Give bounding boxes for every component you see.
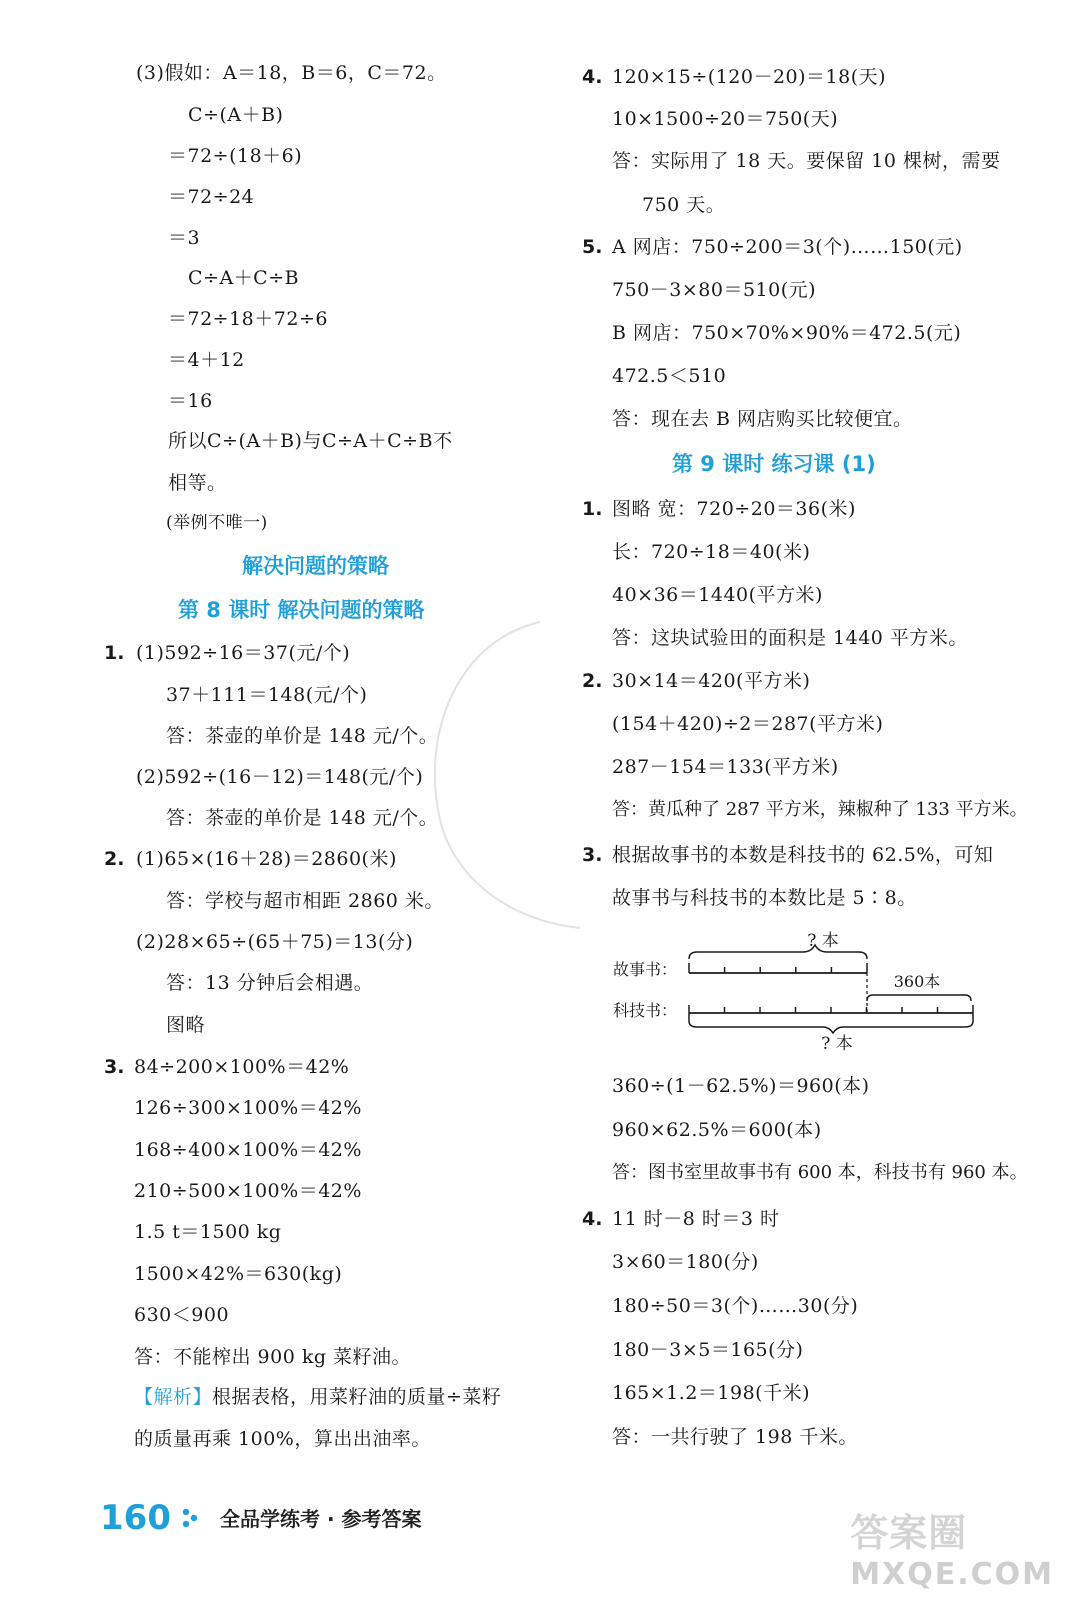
- calc-line: ＝16: [168, 390, 213, 412]
- analysis-line: 的质量再乘 100%，算出出油率。: [134, 1428, 431, 1450]
- answer-line: 287－154＝133(平方米): [612, 756, 839, 778]
- faint-arc-decoration: [420, 610, 620, 940]
- answer-line: 根据故事书的本数是科技书的 62.5%，可知: [612, 844, 994, 866]
- answer-line: 165×1.2＝198(千米): [612, 1382, 810, 1404]
- story-label: 故事书：: [613, 960, 678, 979]
- section-title: 解决问题的策略: [242, 554, 389, 578]
- answer-line: 1500×42%＝630(kg): [134, 1263, 343, 1285]
- calc-line: ＝3: [168, 227, 201, 249]
- answer-line: 180－3×5＝165(分): [612, 1339, 804, 1361]
- page-number: 160: [100, 1498, 171, 1538]
- answer-line: 120×15÷(120－20)＝18(天): [612, 66, 887, 88]
- answer-line: 30×14＝420(平方米): [612, 670, 811, 692]
- calc-line: ＝72÷(18＋6): [168, 145, 303, 167]
- answer-line: 答：13 分钟后会相遇。: [166, 972, 374, 994]
- science-bottom-brace: [689, 1021, 973, 1033]
- answer-line: 180÷50＝3(个)……30(分): [612, 1295, 859, 1317]
- calc-line: C÷A＋C÷B: [188, 267, 300, 289]
- question-number: 1.: [104, 642, 125, 664]
- calc-line: ＝4＋12: [168, 349, 245, 371]
- question-number: 2.: [582, 670, 603, 692]
- answer-line: (2)592÷(16－12)＝148(元/个): [136, 766, 424, 788]
- question-number: 1.: [582, 498, 603, 520]
- question-number: 4.: [582, 1208, 603, 1230]
- calc-line: ＝72÷24: [168, 186, 255, 208]
- science-total-label: ? 本: [821, 1034, 853, 1054]
- calc-line: ＝72÷18＋72÷6: [168, 308, 328, 330]
- answer-line: 答：茶壶的单价是 148 元/个。: [166, 807, 439, 829]
- answer-line: 故事书与科技书的本数比是 5∶8。: [612, 887, 917, 909]
- question-number: 3.: [582, 844, 603, 866]
- segment-diagram: [605, 925, 1035, 1055]
- answer-line: 630＜900: [134, 1304, 230, 1326]
- answer-line: 答：茶壶的单价是 148 元/个。: [166, 725, 439, 747]
- answer-line: 210÷500×100%＝42%: [134, 1180, 362, 1202]
- answer-line: 168÷400×100%＝42%: [134, 1139, 362, 1161]
- answer-line: (2)28×65÷(65＋75)＝13(分): [136, 931, 414, 953]
- calc-line: C÷(A＋B): [188, 104, 284, 126]
- answer-line: 3×60＝180(分): [612, 1251, 759, 1273]
- answer-line: 答：学校与超市相距 2860 米。: [166, 890, 444, 912]
- answer-line: 答：图书室里故事书有 600 本，科技书有 960 本。: [612, 1162, 1028, 1183]
- footer-brand: 全品学练考 · 参考答案: [220, 1507, 422, 1531]
- question-number: 5.: [582, 236, 603, 258]
- question-number: 4.: [582, 66, 603, 88]
- answer-line: 472.5＜510: [612, 365, 727, 387]
- conclusion-line: 所以C÷(A＋B)与C÷A＋C÷B不: [168, 430, 453, 452]
- answer-line: (1)592÷16＝37(元/个): [136, 642, 351, 664]
- answer-line: 960×62.5%＝600(本): [612, 1119, 822, 1141]
- answer-line: B 网店：750×70%×90%＝472.5(元): [612, 322, 962, 344]
- lesson-9-title: 第 9 课时 练习课 (1): [672, 452, 876, 476]
- conclusion-line: 相等。: [168, 472, 227, 494]
- answer-line: 11 时－8 时＝3 时: [612, 1208, 780, 1230]
- answer-line: 长：720÷18＝40(米): [612, 541, 811, 563]
- answer-line: 图略 宽：720÷20＝36(米): [612, 498, 856, 520]
- analysis-text: 根据表格，用菜籽油的质量÷菜籽: [212, 1386, 502, 1408]
- footer-dots-icon: [180, 1506, 202, 1530]
- science-label: 科技书：: [613, 1001, 678, 1020]
- watermark: [850, 1502, 1054, 1592]
- note: (举例不唯一): [166, 513, 268, 533]
- story-total-label: ? 本: [807, 931, 839, 951]
- answer-line: 答：实际用了 18 天。要保留 10 棵树，需要: [612, 150, 1001, 172]
- analysis-tag: 【解析】: [134, 1386, 213, 1408]
- difference-label: 360本: [893, 972, 941, 991]
- answer-line: 答：一共行驶了 198 千米。: [612, 1426, 858, 1448]
- answer-line: 图略: [166, 1014, 206, 1036]
- answer-line: 126÷300×100%＝42%: [134, 1097, 362, 1119]
- question-number: 2.: [104, 848, 125, 870]
- answer-line: 37＋111＝148(元/个): [166, 684, 368, 706]
- answer-line: 360÷(1－62.5%)＝960(本): [612, 1075, 870, 1097]
- question-number: 3.: [104, 1056, 125, 1078]
- answer-line: 750 天。: [642, 194, 726, 216]
- answer-line: 750－3×80＝510(元): [612, 279, 817, 301]
- answer-line: 答：这块试验田的面积是 1440 平方米。: [612, 627, 968, 649]
- answer-line: A 网店：750÷200＝3(个)……150(元): [612, 236, 963, 258]
- analysis-line: [134, 1384, 501, 1410]
- watermark-logo: 答案圈: [850, 1511, 968, 1555]
- part3-intro: (3)假如：A＝18，B＝6，C＝72。: [136, 62, 447, 84]
- story-top-brace: [689, 945, 867, 959]
- watermark-site: MXQE.COM: [850, 1557, 1054, 1592]
- answer-line: 40×36＝1440(平方米): [612, 584, 823, 606]
- answer-line: (154＋420)÷2＝287(平方米): [612, 713, 884, 735]
- answer-line: 答：现在去 B 网店购买比较便宜。: [612, 408, 913, 430]
- answer-line: 答：黄瓜种了 287 平方米，辣椒种了 133 平方米。: [612, 799, 1028, 820]
- answer-line: 1.5 t＝1500 kg: [134, 1221, 282, 1243]
- answer-line: 答：不能榨出 900 kg 菜籽油。: [134, 1346, 412, 1368]
- lesson-8-title: 第 8 课时 解决问题的策略: [178, 598, 425, 622]
- story-ticks: [689, 963, 867, 973]
- answer-line: 84÷200×100%＝42%: [134, 1056, 350, 1078]
- answer-line: 10×1500÷20＝750(天): [612, 108, 839, 130]
- difference-brace: [867, 995, 971, 1001]
- answer-line: (1)65×(16＋28)＝2860(米): [136, 848, 397, 870]
